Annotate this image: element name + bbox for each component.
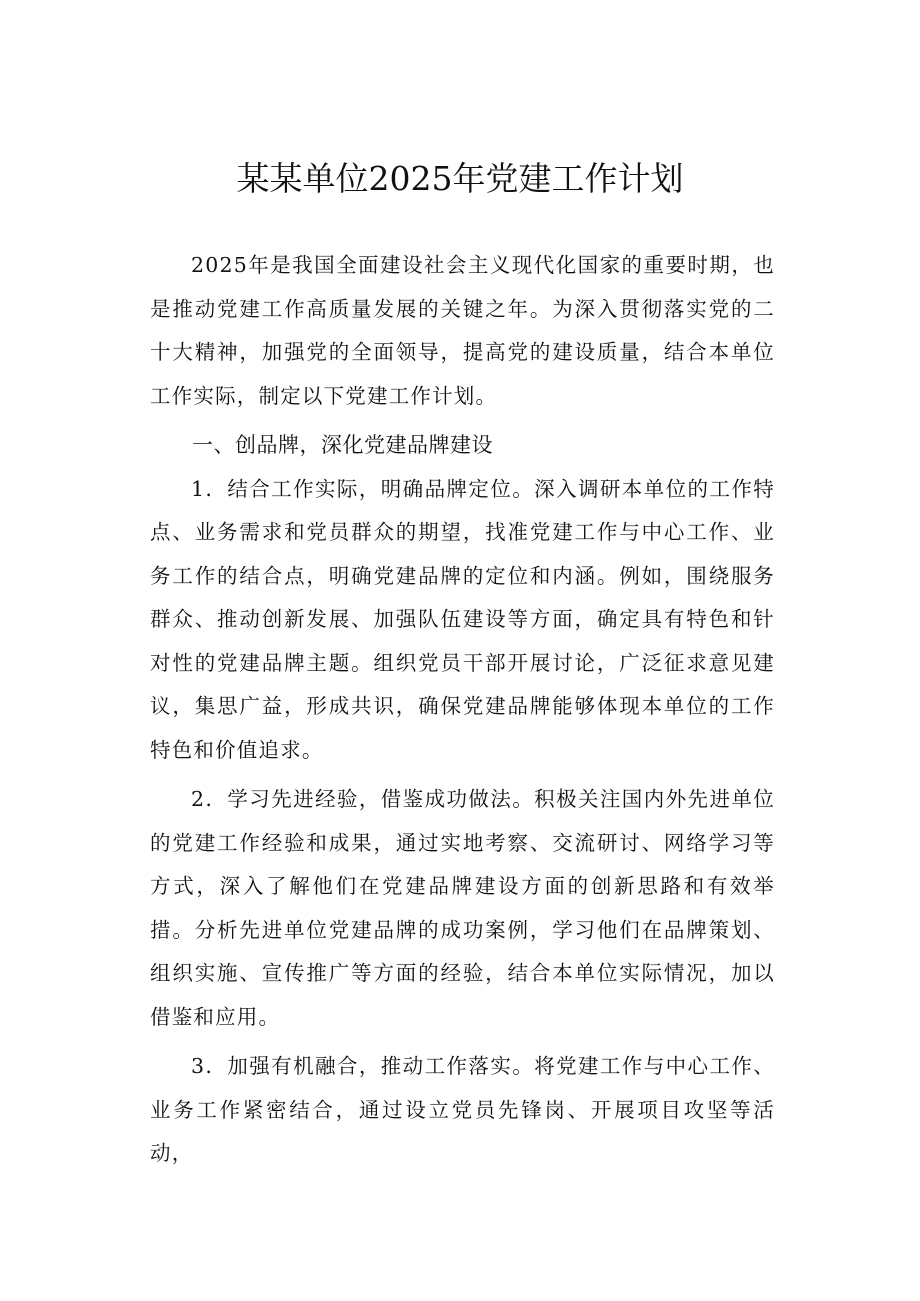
list-item: 1．结合工作实际，明确品牌定位。深入调研本单位的工作特点、业务需求和党员群众的期望，找准党建工作与中心工作、业务工作的结合点，明确党建品牌的定位和内涵。例如，围绕服务群众、推动创新发展、加强队伍建设等方面，确定具有特色和针对性的党建品牌主题。组织党员干部开展讨论，广泛征求意见建议，集思广益，形成共识，确保党建品牌能够体现本单位的工作特色和价值追求。 — [150, 476, 775, 762]
intro-paragraph: 2025年是我国全面建设社会主义现代化国家的重要时期，也是推动党建工作高质量发展的关键之年。为深入贯彻落实党的二十大精神，加强党的全面领导，提高党的建设质量，结合本单位工作实际，制定以下党建工作计划。 — [150, 253, 775, 408]
document-title: 某某单位2025年党建工作计划 — [236, 159, 684, 198]
document-body — [150, 244, 775, 1182]
list-item: 2．学习先进经验，借鉴成功做法。积极关注国内外先进单位的党建工作经验和成果，通过实地考察、交流研讨、网络学习等方式，深入了解他们在党建品牌建设方面的创新思路和有效举措。分析先进单位党建品牌的成功案例，学习他们在品牌策划、组织实施、宣传推广等方面的经验，结合本单位实际情况，加以借鉴和应用。 — [150, 787, 775, 1029]
section-heading: 一、创品牌，深化党建品牌建设 — [192, 433, 493, 457]
list-item: 3．加强有机融合，推动工作落实。将党建工作与中心工作、业务工作紧密结合，通过设立党员先锋岗、开展项目攻坚等活动， — [150, 1054, 775, 1165]
